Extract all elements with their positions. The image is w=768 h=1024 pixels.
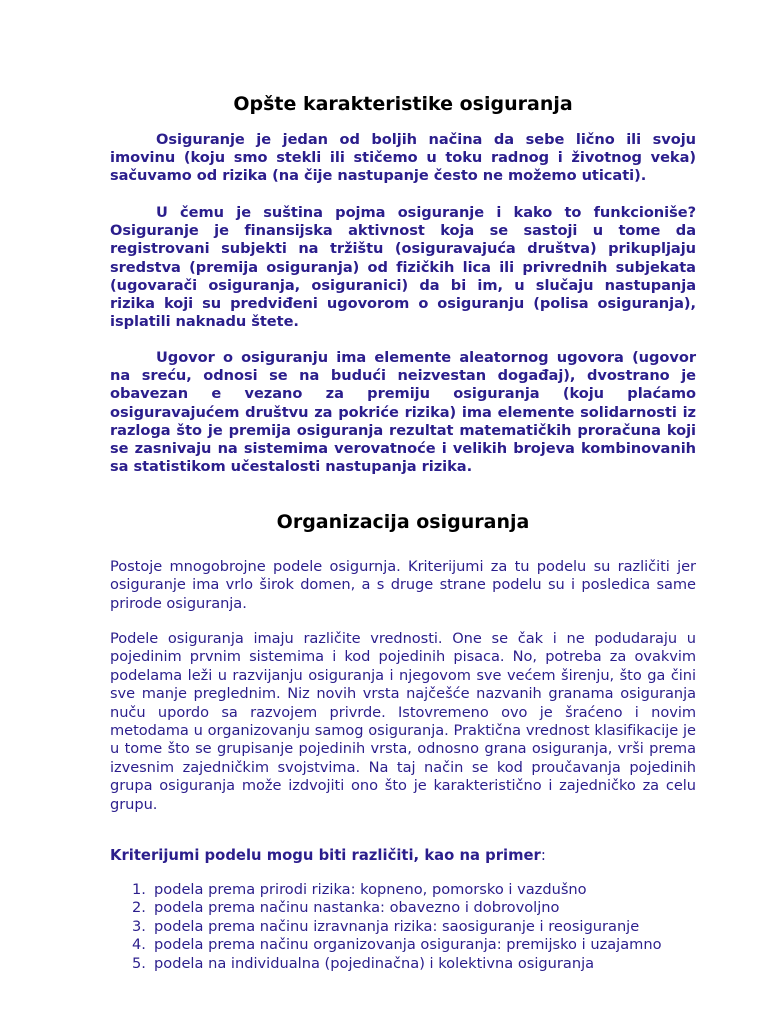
- paragraph-general-1: Osiguranje je jedan od boljih načina da sebe lično ili svoju imovinu (koju smo stekli ili stičemo u toku radnog i životnog veka) sačuvamo od rizika (na čije nastupanje često ne možemo uticati).: [110, 131, 696, 185]
- list-item: [110, 899, 696, 917]
- list-item: [110, 936, 696, 954]
- list-item: [110, 918, 696, 936]
- criteria-heading: [110, 847, 696, 865]
- list-item-text: podela prema prirodi rizika: kopneno, pomorsko i vazdušno: [154, 881, 587, 898]
- list-item-text: podela prema načinu organizovanja osiguranja: premijsko i uzajamno: [154, 936, 662, 954]
- list-item-number: 3.: [132, 917, 146, 935]
- list-item-text: podela prema načinu izravnanja rizika: saosiguranje i reosiguranje: [154, 917, 640, 935]
- criteria-heading-colon: :: [540, 847, 546, 864]
- criteria-list: [110, 881, 696, 973]
- paragraph-organization-2: Podele osiguranja imaju različite vrednosti. One se čak i ne podudaraju u pojedinim prvnim sistemima i kod pojedinih pisaca. No, potreba za ovakvim podelama leži u razvijanju osiguranja i njegovom sve većem širenju, što ga čini sve manje preglednim. Niz novih vrsta najčešće nazvanih granama osiguranja nuču upordo sa razvojem privrde. Istovremeno ovo je šraćeno i novim metodama u organizovanju samog osiguranja. Praktična vrednost klasifikacije je u tome što se grupisanje pojedinih vrsta, odnosno grana osiguranja, vrši prema izvesnim zajedničkim svojstvima. Na taj način se kod proučavanja pojedinih grupa osiguranja može izdvojiti ono što je karakteristično i zajedničko za celu grupu.: [110, 630, 696, 813]
- section-title-general: Opšte karakteristike osiguranja: [233, 93, 573, 115]
- list-item: [110, 955, 696, 973]
- paragraph-general-3: Ugovor o osiguranju ima elemente aleatornog ugovora (ugovor na sreću, odnosi se na budući neizvestan događaj), dvostrano je obavezan e vezano za premiju osiguranja (koju plaćamo osiguravajućem društvu za pokriće rizika) ima elemente solidarnosti iz razloga što je premija osiguranja rezultat matematičkih proračuna koji se zasnivaju na sistemima verovatnoće i velikih brojeva kombinovanih sa statistikom učestalosti nastupanja rizika.: [110, 349, 696, 476]
- list-item-number: 1.: [132, 881, 146, 898]
- section-title-organization: Organizacija osiguranja: [276, 511, 530, 533]
- criteria-heading-text: Kriterijumi podelu mogu biti različiti, kao na primer: [110, 847, 541, 864]
- paragraph-general-2: U čemu je suština pojma osiguranje i kako to funkcioniše? Osiguranje je finansijska aktivnost koja se sastoji u tome da registrovani subjekti na tržištu (osiguravajuća društva) prikupljaju sredstva (premija osiguranja) od fizičkih lica ili privrednih subjekata (ugovarači osiguranja, osiguranici) da bi im, u slučaju nastupanja rizika koji su predviđeni ugovorom o osiguranju (polisa osiguranja), isplatili naknadu štete.: [110, 204, 696, 331]
- list-item-text: podela prema načinu nastanka: obavezno i dobrovoljno: [154, 899, 560, 917]
- list-item-text: podela na individualna (pojedinačna) i kolektivna osiguranja: [154, 954, 595, 972]
- list-item-number: 2.: [132, 899, 146, 917]
- paragraph-organization-1: Postoje mnogobrojne podele osigurnja. Kriterijumi za tu podelu su različiti jer osiguranje ima vrlo širok domen, a s druge strane podelu su i posledica same prirode osiguranja.: [110, 558, 696, 612]
- list-item-number: 5.: [132, 954, 146, 972]
- list-item: [110, 881, 696, 899]
- list-item-number: 4.: [132, 936, 146, 954]
